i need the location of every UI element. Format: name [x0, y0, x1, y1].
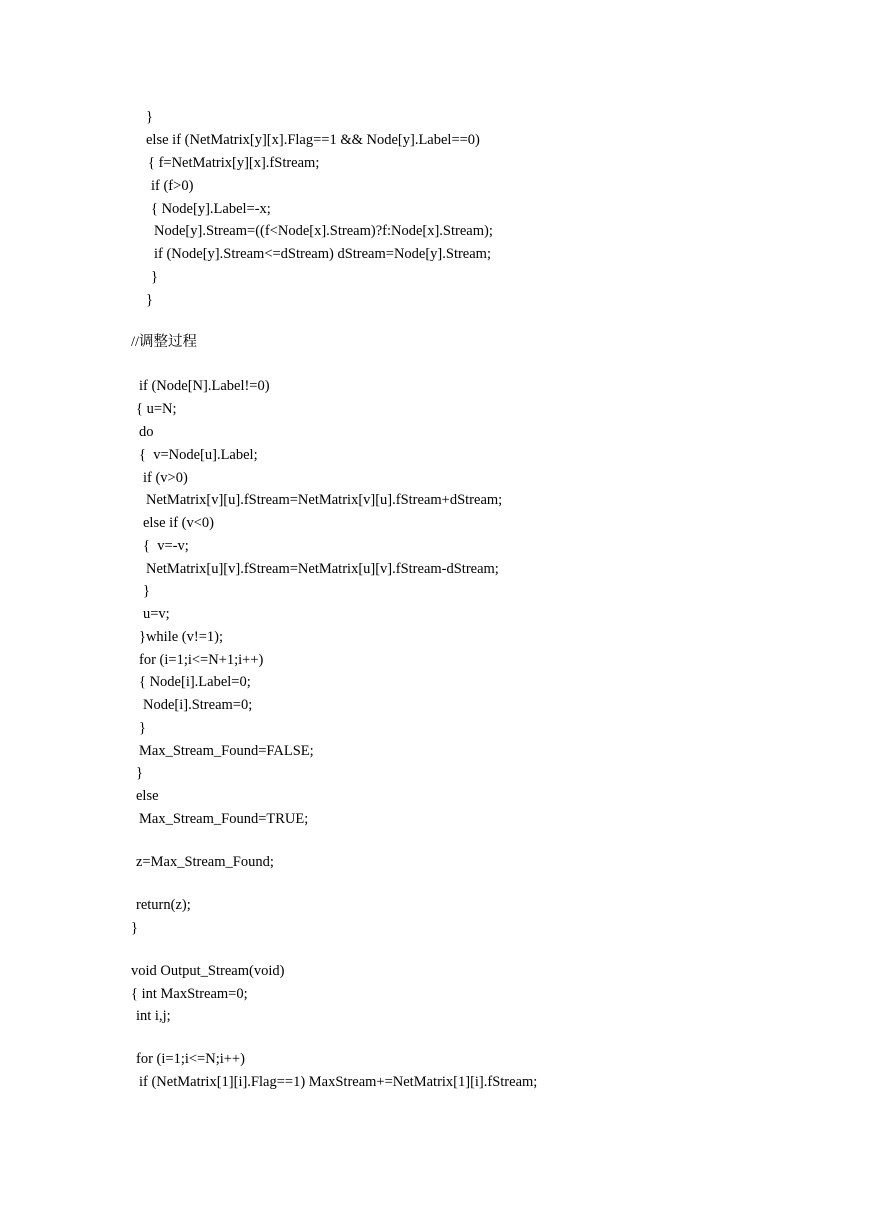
code-line: if (Node[y].Stream<=dStream) dStream=Node[y].Stream; [154, 246, 491, 262]
code-line: { Node[i].Label=0; [139, 674, 251, 690]
code-line: if (NetMatrix[1][i].Flag==1) MaxStream+=NetMatrix[1][i].fStream; [139, 1074, 538, 1090]
code-line: Max_Stream_Found=FALSE; [139, 743, 314, 759]
code-line: else if (v<0) [143, 515, 214, 531]
code-line: } [143, 583, 150, 599]
code-line: Node[y].Stream=((f<Node[x].Stream)?f:Node[x].Stream); [154, 223, 493, 239]
code-line: else [136, 788, 159, 804]
code-line: }while (v!=1); [139, 629, 223, 645]
code-line: return(z); [136, 897, 191, 913]
code-line: } [146, 109, 153, 125]
code-line: } [139, 720, 146, 736]
code-line: } [151, 269, 158, 285]
code-line: int i,j; [136, 1008, 171, 1024]
code-line: if (Node[N].Label!=0) [139, 378, 270, 394]
code-line: Max_Stream_Found=TRUE; [139, 811, 309, 827]
code-line: u=v; [143, 606, 170, 622]
code-line: if (v>0) [143, 470, 188, 486]
code-line: else if (NetMatrix[y][x].Flag==1 && Node[y].Label==0) [146, 132, 480, 148]
code-line: { v=-v; [143, 538, 189, 554]
code-line: { int MaxStream=0; [131, 986, 248, 1002]
code-line: NetMatrix[u][v].fStream=NetMatrix[u][v].fStream-dStream; [146, 561, 499, 577]
code-line: { u=N; [136, 401, 177, 417]
code-line: NetMatrix[v][u].fStream=NetMatrix[v][u].fStream+dStream; [146, 492, 503, 508]
code-line: if (f>0) [151, 178, 194, 194]
code-line: for (i=1;i<=N+1;i++) [139, 652, 264, 668]
code-line: } [131, 920, 138, 936]
code-line: for (i=1;i<=N;i++) [136, 1051, 245, 1067]
code-line: } [146, 292, 153, 308]
section-comment: //调整过程 [131, 334, 198, 350]
code-line: } [136, 765, 143, 781]
code-line: { Node[y].Label=-x; [151, 201, 271, 217]
code-line: Node[i].Stream=0; [143, 697, 253, 713]
code-line: z=Max_Stream_Found; [136, 854, 274, 870]
code-line: { v=Node[u].Label; [139, 447, 258, 463]
code-line: do [139, 424, 154, 440]
code-line: void Output_Stream(void) [131, 963, 285, 979]
code-line: { f=NetMatrix[y][x].fStream; [148, 155, 320, 171]
